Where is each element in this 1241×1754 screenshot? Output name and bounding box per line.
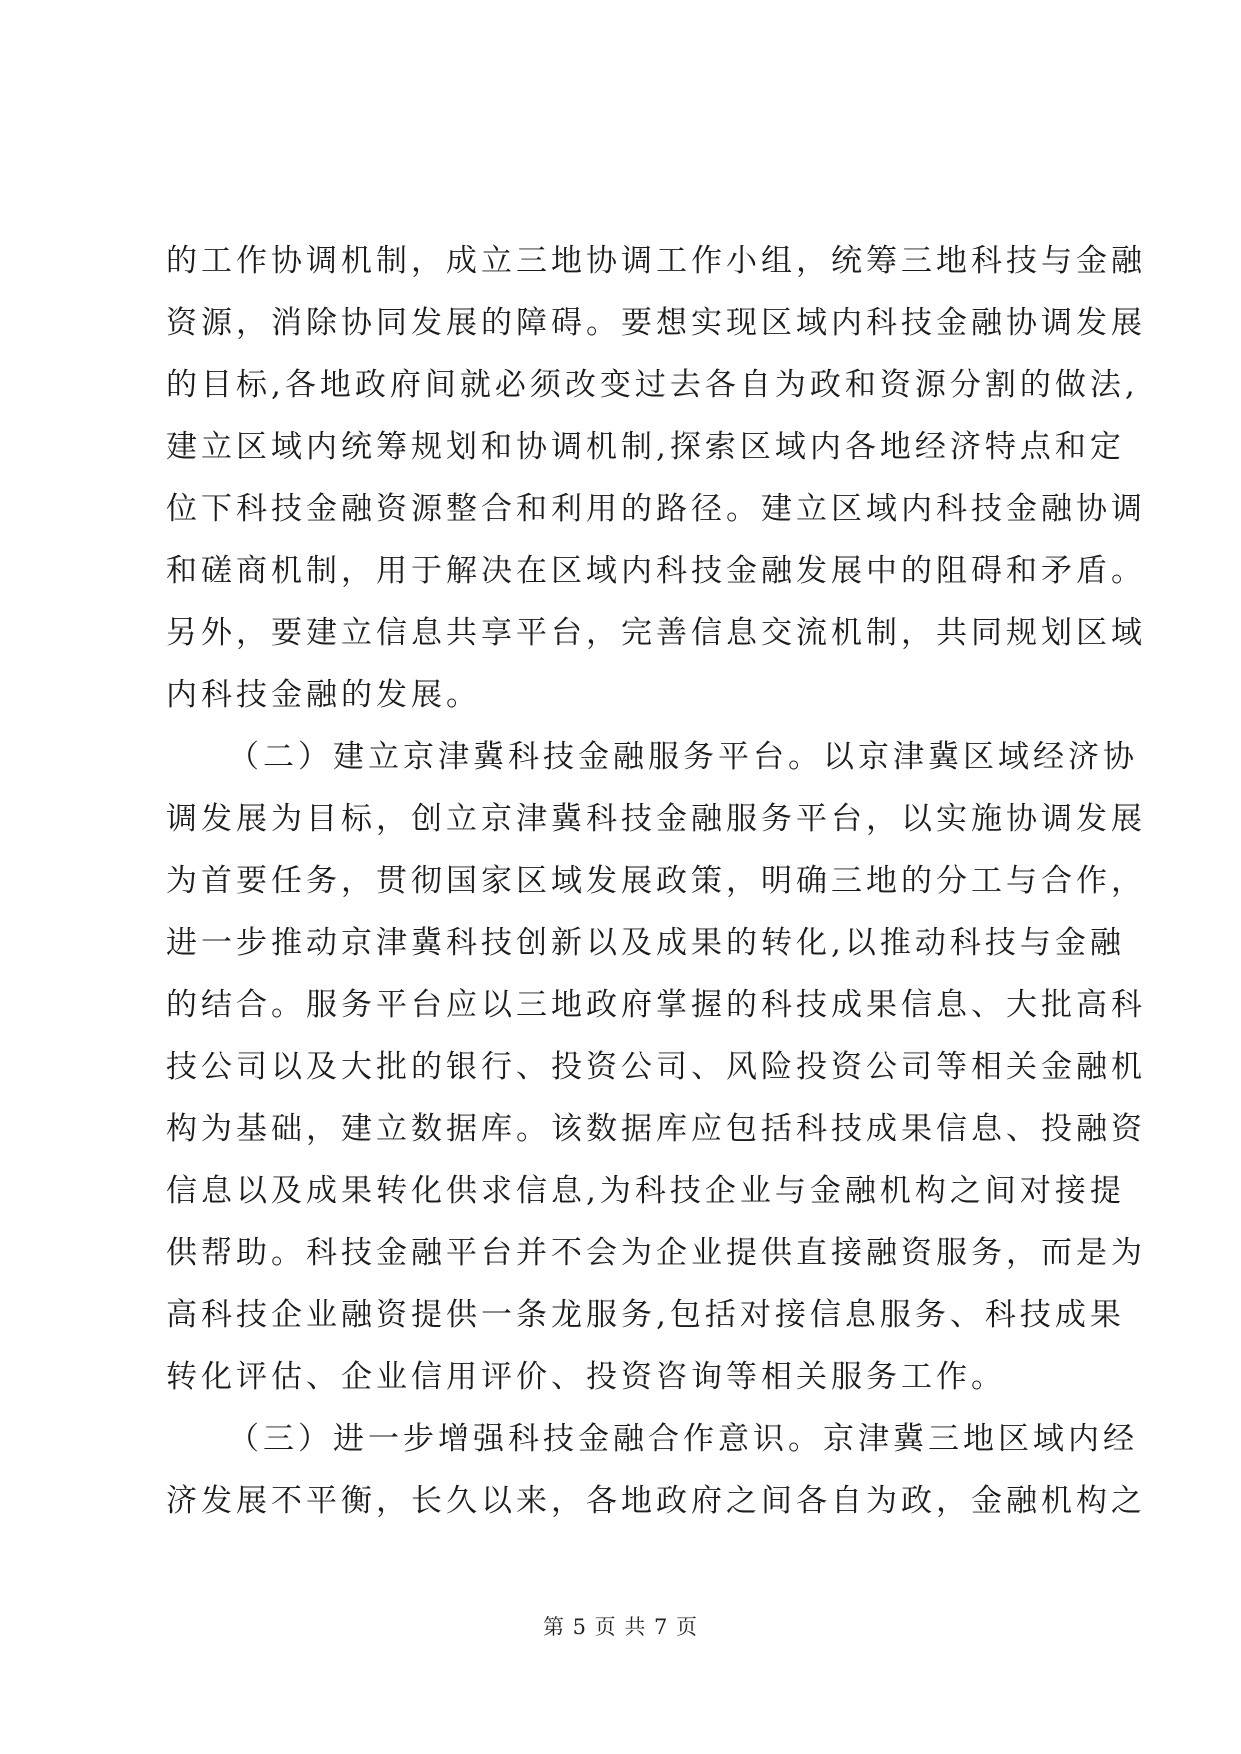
text-line: 内科技金融的发展。 <box>166 677 481 713</box>
section-heading-line: （二）建立京津冀科技金融服务平台。以京津冀区域经济协 <box>228 739 1138 775</box>
section-heading-line: （三）进一步增强科技金融合作意识。京津冀三地区域内经 <box>228 1421 1138 1457</box>
text-line: 进一步推动京津冀科技创新以及成果的转化,以推动科技与金融 <box>166 925 1125 961</box>
text-line: 高科技企业融资提供一条龙服务,包括对接信息服务、科技成果 <box>166 1297 1125 1333</box>
text-line: 构为基础，建立数据库。该数据库应包括科技成果信息、投融资 <box>166 1111 1146 1147</box>
text-line: 另外，要建立信息共享平台，完善信息交流机制，共同规划区域 <box>166 615 1146 651</box>
text-line: 的目标,各地政府间就必须改变过去各自为政和资源分割的做法, <box>166 367 1139 403</box>
text-line: 调发展为目标，创立京津冀科技金融服务平台，以实施协调发展 <box>166 801 1146 837</box>
text-line: 建立区域内统筹规划和协调机制,探索区域内各地经济特点和定 <box>166 429 1125 465</box>
text-line: 信息以及成果转化供求信息,为科技企业与金融机构之间对接提 <box>166 1173 1125 1209</box>
text-line: 济发展不平衡，长久以来，各地政府之间各自为政，金融机构之 <box>166 1483 1146 1519</box>
page-number-footer: 第 5 页 共 7 页 <box>542 1615 699 1639</box>
text-line: 的结合。服务平台应以三地政府掌握的科技成果信息、大批高科 <box>166 987 1146 1023</box>
text-line: 的工作协调机制，成立三地协调工作小组，统筹三地科技与金融 <box>166 243 1146 279</box>
text-line: 技公司以及大批的银行、投资公司、风险投资公司等相关金融机 <box>166 1049 1146 1085</box>
text-line: 为首要任务，贯彻国家区域发展政策，明确三地的分工与合作， <box>166 863 1146 899</box>
text-line: 转化评估、企业信用评价、投资咨询等相关服务工作。 <box>166 1359 1006 1395</box>
text-line: 和磋商机制，用于解决在区域内科技金融发展中的阻碍和矛盾。 <box>166 553 1146 589</box>
text-line: 资源，消除协同发展的障碍。要想实现区域内科技金融协调发展 <box>166 305 1146 341</box>
body-text <box>166 230 1146 1532</box>
text-line: 位下科技金融资源整合和利用的路径。建立区域内科技金融协调 <box>166 491 1146 527</box>
text-line: 供帮助。科技金融平台并不会为企业提供直接融资服务，而是为 <box>166 1235 1146 1271</box>
